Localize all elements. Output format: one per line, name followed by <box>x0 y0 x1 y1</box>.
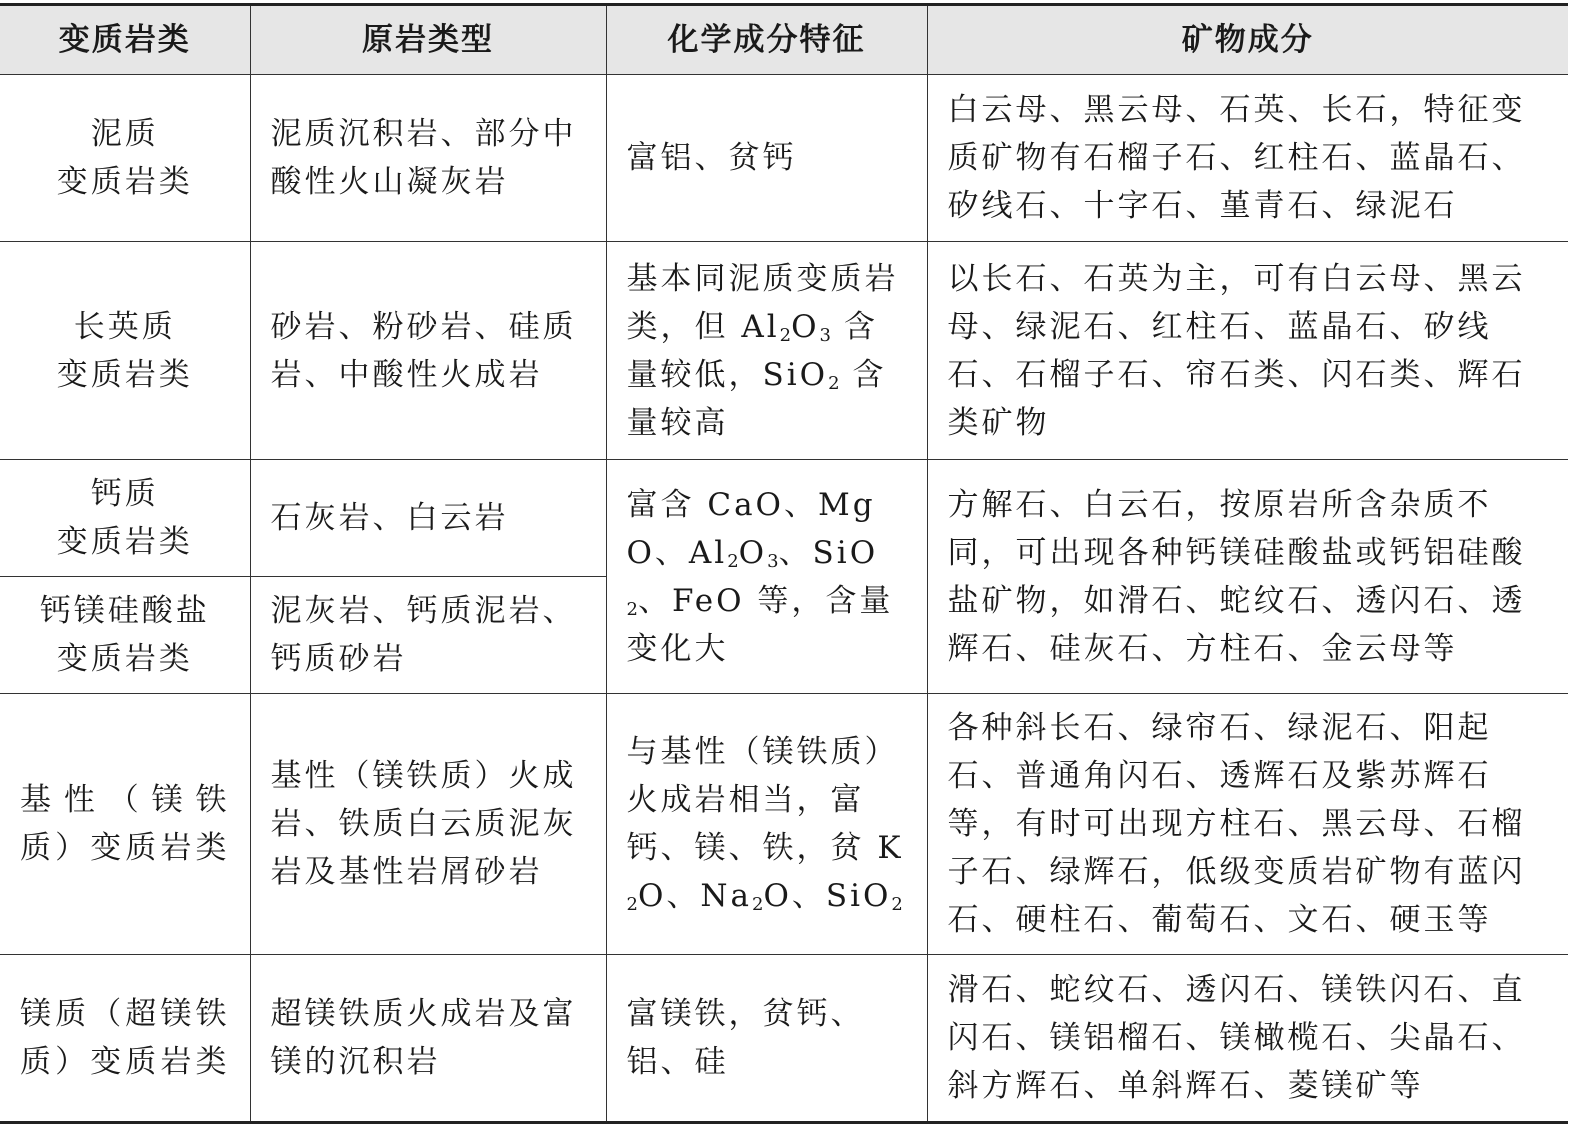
rock-class-cell <box>0 694 250 955</box>
protolith-cell: 基性（镁铁质）火成岩、铁质白云质泥灰岩及基性岩屑砂岩 <box>250 694 606 955</box>
table-row <box>0 694 1568 955</box>
chem-text: 富含 CaO、MgO、Al <box>626 486 876 571</box>
subscript: 3 <box>819 324 831 346</box>
protolith-cell: 砂岩、粉砂岩、硅质岩、中酸性火成岩 <box>250 242 606 460</box>
chem-text: O、Na <box>637 878 752 914</box>
chem-text: O <box>791 308 820 345</box>
table-header-row <box>0 5 1568 75</box>
rock-class-line: 泥质 <box>90 116 159 152</box>
header-minerals: 矿物成分 <box>927 5 1568 75</box>
subscript: 2 <box>891 894 903 915</box>
chem-text: 基本同泥质变质岩类，但 Al <box>626 260 899 345</box>
minerals-cell-merged: 方解石、白云石，按原岩所含杂质不同，可出现各种钙镁硅酸盐或钙铝硅酸盐矿物，如滑石、蛇纹石、透闪石、透辉石、硅灰石、方柱石、金云母等 <box>927 460 1568 694</box>
minerals-cell: 各种斜长石、绿帘石、绿泥石、阳起石、普通角闪石、透辉石及紫苏辉石等，有时可出现方柱石、黑云母、石榴子石、绿辉石，低级变质岩矿物有蓝闪石、硬柱石、葡萄石、文石、硬玉等 <box>927 694 1568 955</box>
protolith-cell: 泥灰岩、钙质泥岩、钙质砂岩 <box>250 577 606 694</box>
rock-class-line: 质）变质岩类 <box>20 830 230 866</box>
subscript: 2 <box>626 894 638 915</box>
table-row <box>0 955 1568 1123</box>
protolith-cell: 泥质沉积岩、部分中酸性火山凝灰岩 <box>250 75 606 242</box>
header-chemistry: 化学成分特征 <box>606 5 927 75</box>
protolith-cell: 石灰岩、白云岩 <box>250 460 606 577</box>
minerals-cell: 滑石、蛇纹石、透闪石、镁铁闪石、直闪石、镁铝榴石、镁橄榄石、尖晶石、斜方辉石、单斜辉石、菱镁矿等 <box>927 955 1568 1123</box>
chemistry-cell: 富镁铁，贫钙、铝、硅 <box>606 955 927 1123</box>
chem-text: 、FeO 等，含量变化大 <box>626 582 894 667</box>
rock-class-line: 变质岩类 <box>56 356 193 393</box>
subscript: 2 <box>727 550 739 572</box>
header-protolith: 原岩类型 <box>250 5 606 75</box>
rock-class-line: 钙质 <box>90 476 159 512</box>
chem-text: O、SiO <box>763 878 892 914</box>
chemistry-cell <box>606 694 927 955</box>
rock-class-line: 基性（镁铁 <box>20 782 230 818</box>
rock-class-cell <box>0 460 250 577</box>
rock-class-line: 变质岩类 <box>56 524 193 560</box>
subscript: 2 <box>626 598 638 620</box>
rock-class-line: 长英质 <box>73 308 176 345</box>
header-rock-class: 变质岩类 <box>0 5 250 75</box>
minerals-cell: 以长石、石英为主，可有白云母、黑云母、绿泥石、红柱石、蓝晶石、矽线石、石榴子石、帘石类、闪石类、辉石类矿物 <box>927 242 1568 460</box>
rock-class-line: 变质岩类 <box>56 164 193 200</box>
chemistry-cell-merged <box>606 460 927 694</box>
chemistry-cell <box>606 242 927 460</box>
protolith-cell: 超镁铁质火成岩及富镁的沉积岩 <box>250 955 606 1123</box>
subscript: 2 <box>779 324 792 346</box>
rock-class-cell <box>0 577 250 694</box>
chem-text: O <box>738 534 768 571</box>
subscript: 3 <box>767 550 779 572</box>
table-row <box>0 460 1568 577</box>
minerals-cell: 白云母、黑云母、石英、长石，特征变质矿物有石榴子石、红柱石、蓝晶石、矽线石、十字石、堇青石、绿泥石 <box>927 75 1568 242</box>
chem-text: 含量较低，SiO <box>626 308 878 393</box>
subscript: 2 <box>828 372 840 394</box>
metamorphic-rock-table <box>0 3 1568 1124</box>
rock-class-line: 镁质（超镁铁 <box>20 996 230 1032</box>
chemistry-cell: 富铝、贫钙 <box>606 75 927 242</box>
chem-text: 、SiO <box>778 534 879 571</box>
rock-class-line: 质）变质岩类 <box>20 1044 230 1080</box>
table-row <box>0 75 1568 242</box>
rock-class-cell <box>0 955 250 1123</box>
table-row <box>0 242 1568 460</box>
rock-class-line: 变质岩类 <box>56 641 193 677</box>
rock-class-line: 钙镁硅酸盐 <box>39 593 210 629</box>
chem-text: 与基性（镁铁质）火成岩相当，富钙、镁、铁，贫 K <box>626 734 904 866</box>
rock-class-cell <box>0 75 250 242</box>
subscript: 2 <box>751 894 764 915</box>
rock-class-cell <box>0 242 250 460</box>
chem-text: 含量较高 <box>626 356 887 441</box>
